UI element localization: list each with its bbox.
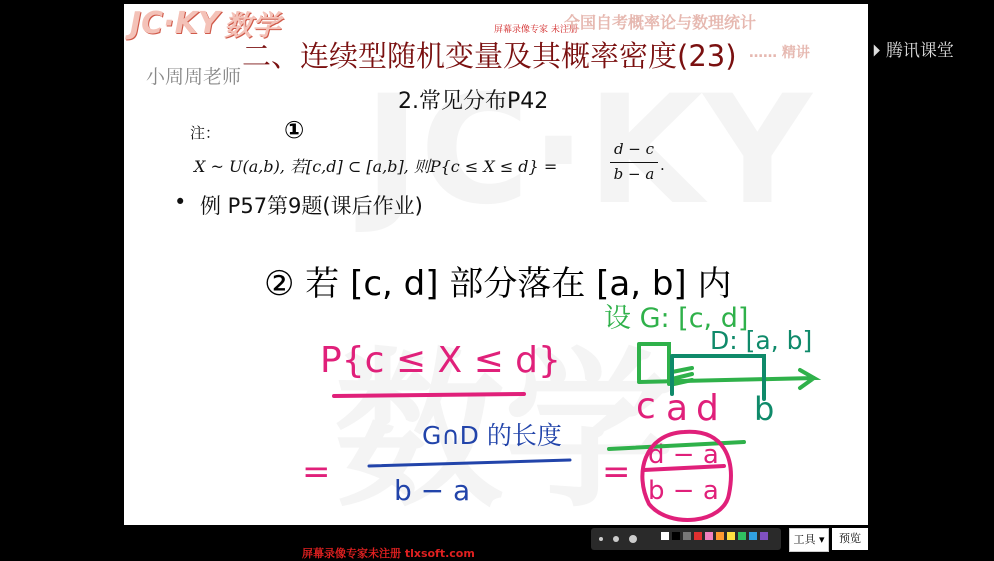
color-swatch[interactable] xyxy=(683,532,691,540)
blue-fraction-bar xyxy=(369,460,570,466)
handwritten-set-d: D: [a, b] xyxy=(710,326,813,355)
uniform-formula: X ~ U(a,b), 若[c,d] ⊂ [a,b], 则P{c ≤ X ≤ d} = xyxy=(194,157,558,176)
tools-button[interactable]: 工具 ▾ xyxy=(789,528,829,552)
color-swatch[interactable] xyxy=(727,532,735,540)
size-medium-dot[interactable] xyxy=(613,536,619,542)
recorder-watermark: 屏幕录像专家未注册 tlxsoft.com xyxy=(302,547,475,560)
handwritten-item-1: ① xyxy=(284,116,305,144)
color-swatch[interactable] xyxy=(716,532,724,540)
color-swatch[interactable] xyxy=(661,532,669,540)
course-subtitle: …… 精讲 xyxy=(749,45,810,61)
course-name: 全国自考概率论与数理统计 xyxy=(564,13,757,32)
handwritten-equals-2: = xyxy=(602,452,631,492)
fraction-numerator: d − c xyxy=(613,140,655,158)
axis-label-b: b xyxy=(754,390,775,428)
handwritten-denominator: b − a xyxy=(394,474,471,507)
drawing-toolbar xyxy=(591,528,781,550)
axis-label-c: c xyxy=(636,386,656,427)
handwritten-set-g: 设 G: [c, d] xyxy=(604,303,749,334)
color-swatch[interactable] xyxy=(760,532,768,540)
note-label: 注： xyxy=(190,124,221,142)
fraction-denominator: b − a xyxy=(613,165,655,183)
size-small-dot[interactable] xyxy=(599,537,603,541)
chapter-title: 二、连续型随机变量及其概率密度(23) xyxy=(242,39,737,73)
handwritten-equals: = xyxy=(302,452,331,492)
axis-label-a: a xyxy=(666,388,689,429)
color-swatch[interactable] xyxy=(694,532,702,540)
formula-end: . xyxy=(660,156,665,174)
green-arrow xyxy=(639,370,814,388)
brand-logo-suffix: 数学 xyxy=(224,9,281,42)
handwritten-condition: ② 若 [c, d] 部分落在 [a, b] 内 xyxy=(264,264,732,304)
slide-canvas xyxy=(124,4,868,525)
size-large-dot[interactable] xyxy=(629,535,637,543)
pink-underline xyxy=(334,394,524,396)
recorder-mark: 屏幕录像专家 未注册 xyxy=(494,25,578,35)
section-title: 2.常见分布P42 xyxy=(398,89,549,114)
color-swatch[interactable] xyxy=(749,532,757,540)
brand-logo: JC·KY xyxy=(130,6,220,41)
bullet-dot: • xyxy=(174,190,187,214)
handwritten-length: G∩D 的长度 xyxy=(422,421,562,450)
color-swatch[interactable] xyxy=(672,532,680,540)
color-swatch[interactable] xyxy=(738,532,746,540)
green-segment xyxy=(639,344,669,384)
example-bullet: 例 P57第9题(课后作业) xyxy=(200,194,423,218)
axis-label-d: d xyxy=(696,388,719,429)
handwritten-result-numerator: d − a xyxy=(648,440,719,470)
preview-button[interactable]: 预览 xyxy=(832,528,868,550)
teacher-name: 小周周老师 xyxy=(146,66,242,88)
pink-fraction-bar xyxy=(644,466,724,470)
play-icon: ⏵ xyxy=(872,41,886,61)
color-swatch[interactable] xyxy=(705,532,713,540)
handwritten-result-denominator: b − a xyxy=(648,476,719,506)
handwritten-probability: P{c ≤ X ≤ d} xyxy=(320,340,561,381)
tencent-classroom-logo: ⏵ 腾讯课堂 xyxy=(872,41,954,61)
chevron-down-icon: ▾ xyxy=(818,533,825,546)
annotation-strokes xyxy=(124,4,868,525)
